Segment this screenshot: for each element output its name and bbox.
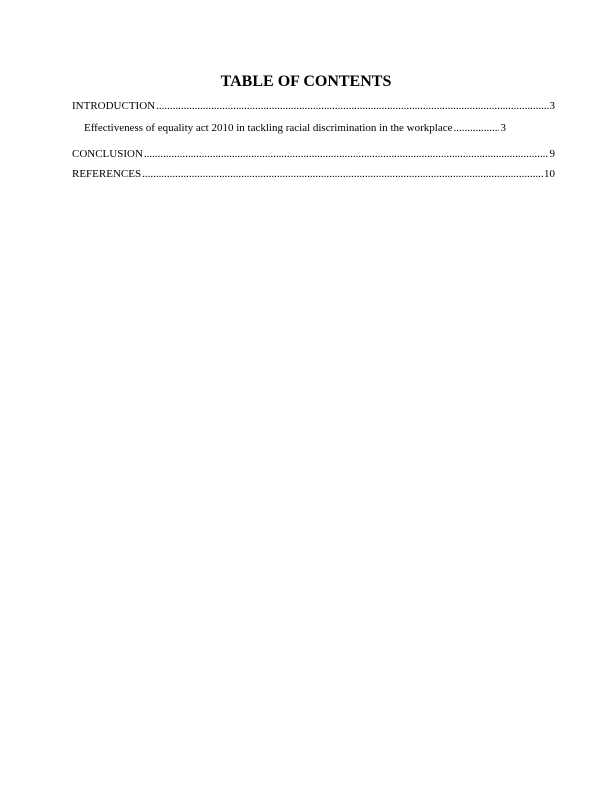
toc-page-number: 10 <box>544 168 555 180</box>
toc-dot-leader <box>156 100 548 113</box>
toc-entry-label: INTRODUCTION <box>72 100 156 112</box>
toc-dot-leader <box>142 168 543 181</box>
toc-entry-conclusion[interactable] <box>72 148 555 161</box>
toc-entry-introduction[interactable] <box>72 100 555 113</box>
toc-entry-label: Effectiveness of equality act 2010 in tackling racial discrimination in the workplace <box>84 122 453 134</box>
toc-page-number: 9 <box>549 148 555 160</box>
toc-entry-effectiveness[interactable] <box>84 122 542 135</box>
toc-title: TABLE OF CONTENTS <box>220 73 392 90</box>
toc-entry-label: REFERENCES <box>72 168 142 180</box>
toc-dot-leader <box>144 148 549 161</box>
toc-page-number: 3 <box>549 100 555 112</box>
toc-entry-label: CONCLUSION <box>72 148 143 160</box>
toc-entry-references[interactable] <box>72 168 555 181</box>
toc-page-number: 3 <box>500 122 506 134</box>
toc-dot-leader <box>453 122 499 135</box>
